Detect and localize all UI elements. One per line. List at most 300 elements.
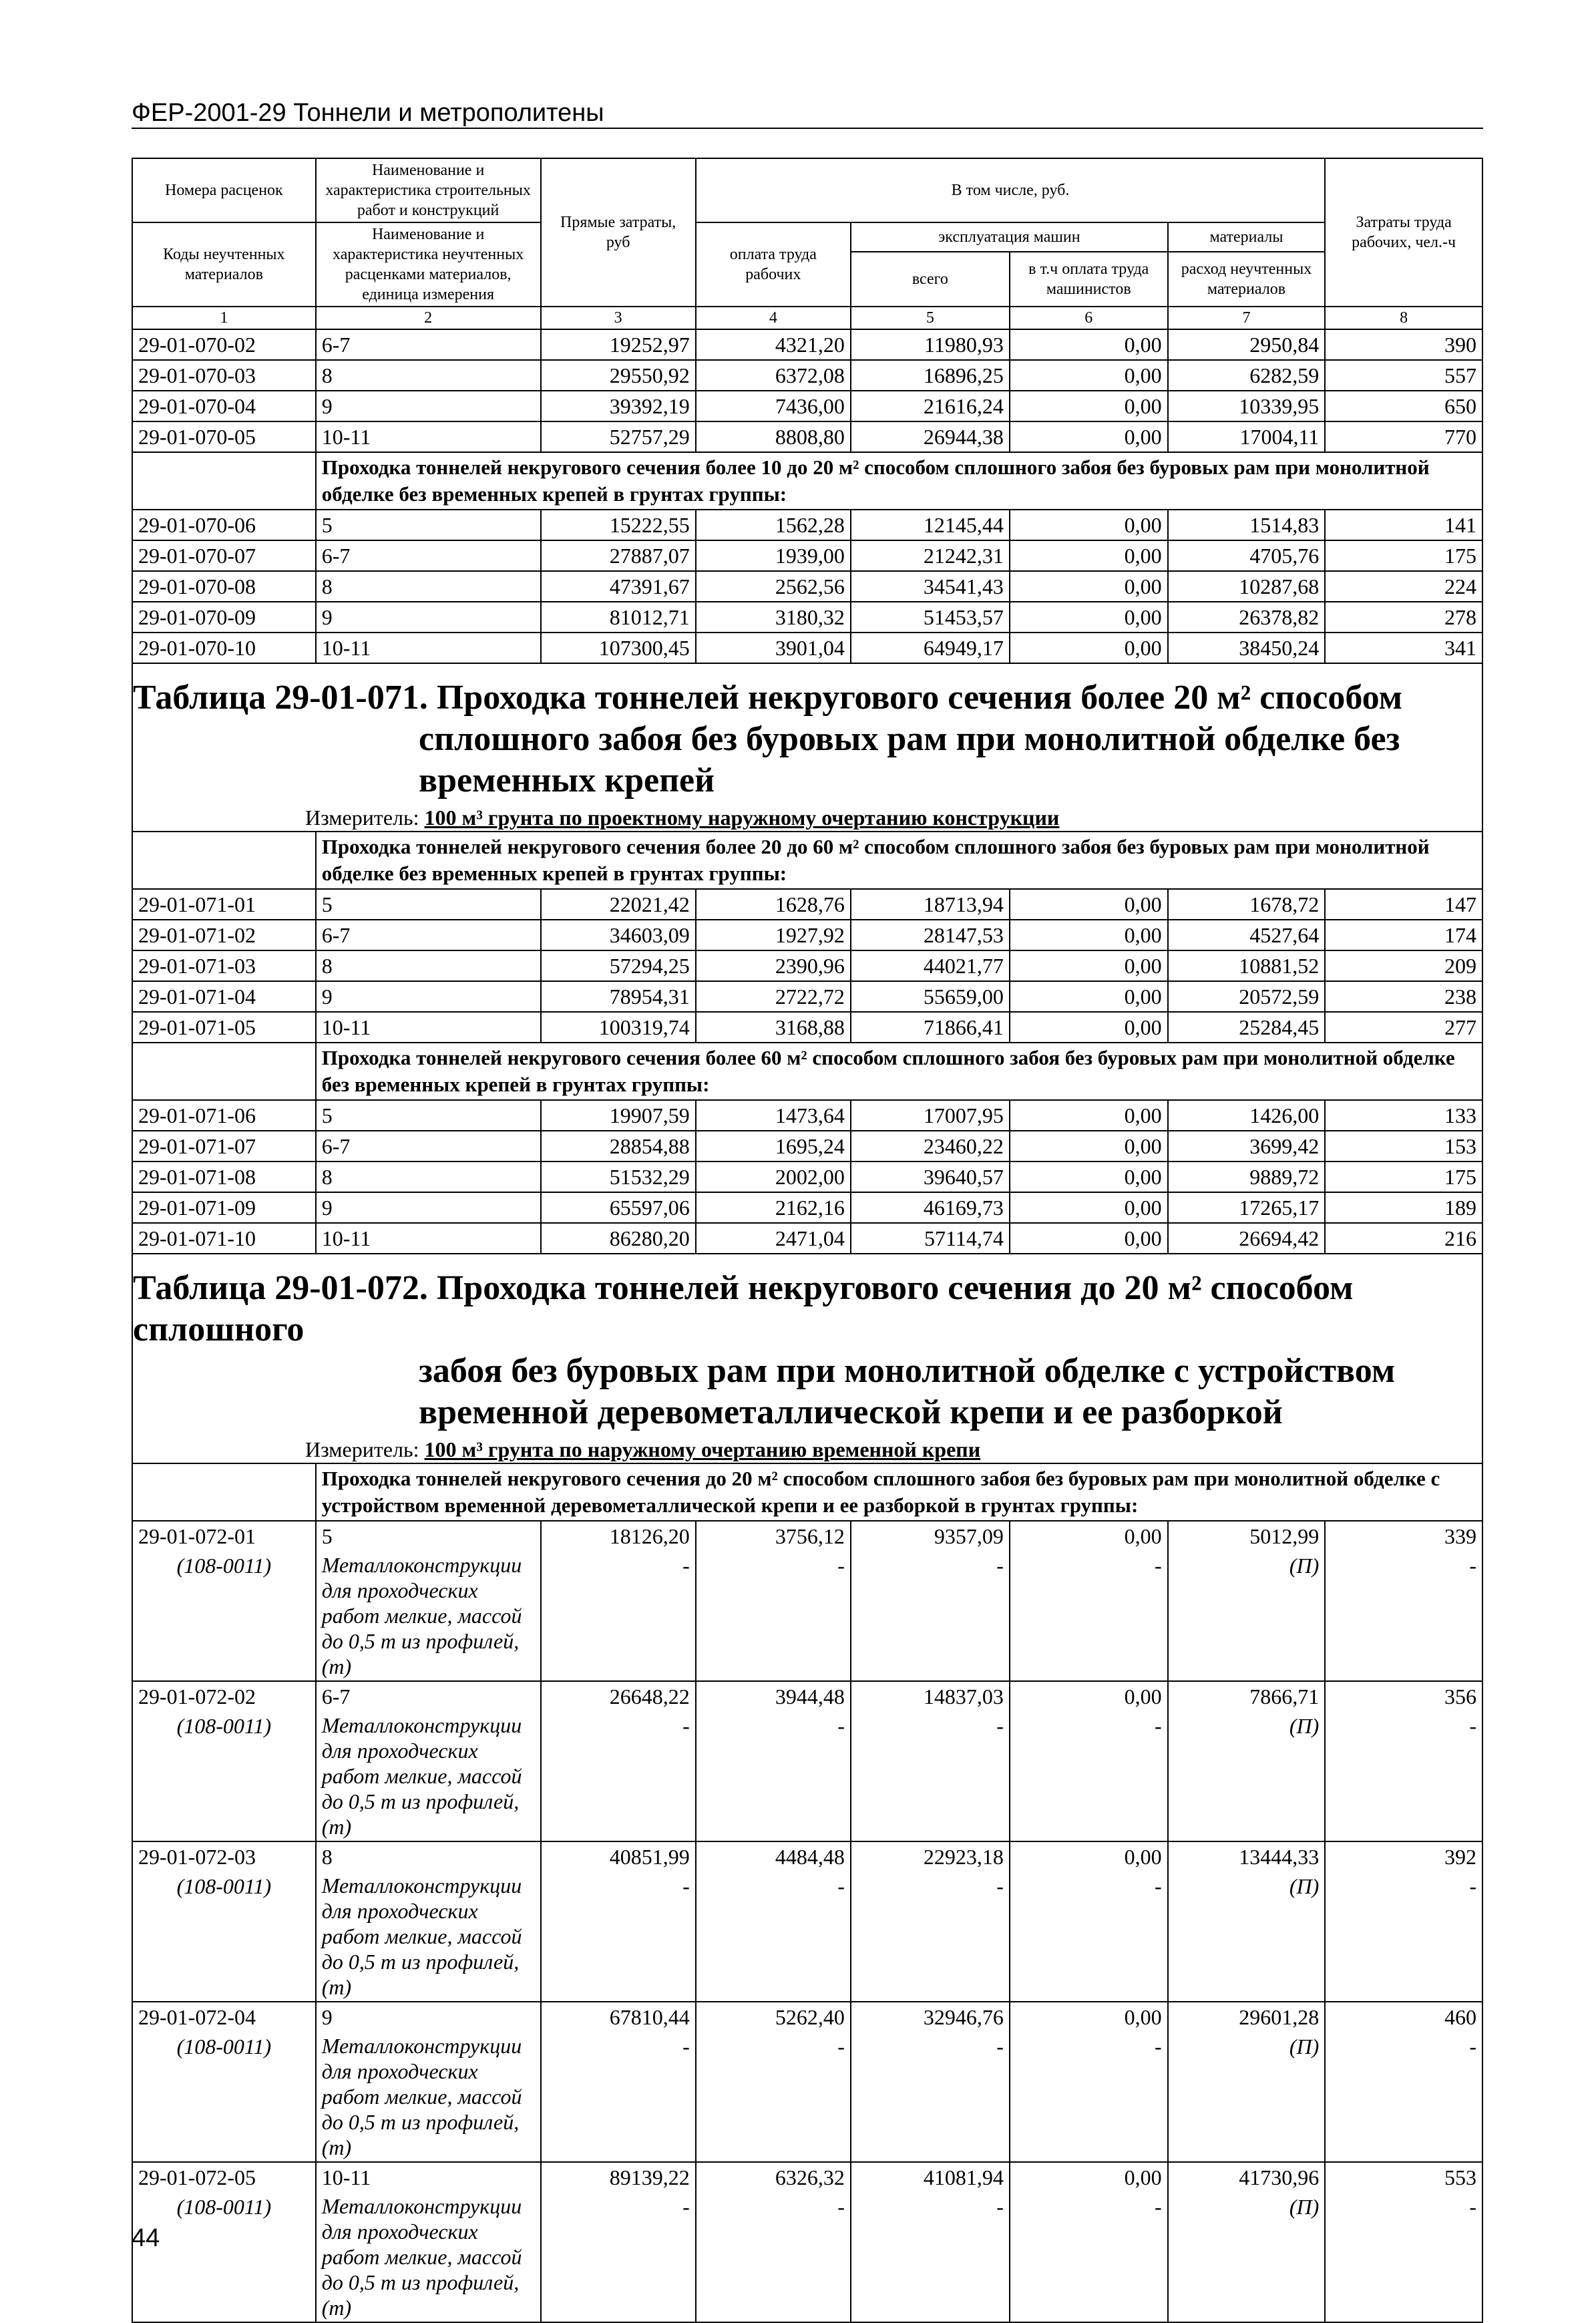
- table-cell: 0,00: [1010, 540, 1168, 571]
- col-work-name: Наименование и характеристика строительных работ и конструкций: [316, 158, 541, 222]
- table-cell: 3756,12: [696, 1521, 851, 1551]
- col-direct-costs: Прямые затраты, руб: [541, 158, 696, 307]
- column-header-row-1: [132, 158, 1482, 222]
- material-cell: -: [1010, 1711, 1168, 1841]
- table-cell: 1473,64: [696, 1100, 851, 1131]
- table-row: [132, 1192, 1482, 1223]
- table-072-title: [132, 1254, 1482, 1463]
- table-cell: 11980,93: [851, 329, 1010, 360]
- table-cell: 57114,74: [851, 1223, 1010, 1254]
- table-body: [132, 158, 1482, 2322]
- table-cell: 40851,99: [541, 1841, 696, 1871]
- page-number: 44: [132, 2224, 160, 2252]
- material-cell: -: [1010, 2032, 1168, 2162]
- table-cell: 3699,42: [1168, 1131, 1326, 1162]
- section-heading-row: [132, 452, 1482, 510]
- col-num: 7: [1168, 307, 1326, 329]
- table-cell: 0,00: [1010, 950, 1168, 981]
- table-row: [132, 540, 1482, 571]
- table-cell: 26694,42: [1168, 1223, 1326, 1254]
- table-cell: 4705,76: [1168, 540, 1326, 571]
- material-code: (108-0011): [132, 1551, 316, 1681]
- section-blank-cell: [132, 1043, 316, 1100]
- material-cell: -: [851, 2032, 1010, 2162]
- table-cell: 6326,32: [696, 2162, 851, 2192]
- section-heading: Проходка тоннелей некругового сечения более 10 до 20 м² способом сплошного забоя без буровых рам при монолитной обделке без временных крепей в грунтах группы:: [316, 452, 1482, 510]
- table-cell: 6372,08: [696, 360, 851, 391]
- table-cell: 1678,72: [1168, 889, 1326, 920]
- rate-code-cell: 29-01-070-04: [132, 391, 316, 421]
- table-cell: 1927,92: [696, 920, 851, 950]
- table-row: [132, 571, 1482, 602]
- table-cell: 39640,57: [851, 1162, 1010, 1192]
- table-cell: 17004,11: [1168, 421, 1326, 452]
- table-cell: 0,00: [1010, 360, 1168, 391]
- table-cell: 17007,95: [851, 1100, 1010, 1131]
- material-name: Металлоконструкции для проходческих работ мелкие, массой до 0,5 т из профилей, (т): [316, 2032, 541, 2162]
- table-cell: 3944,48: [696, 1681, 851, 1711]
- table-cell: 9: [316, 2002, 541, 2032]
- rate-code-cell: 29-01-071-04: [132, 981, 316, 1012]
- page-header: ФЕР-2001-29 Тоннели и метрополитены: [132, 99, 1483, 129]
- table-title: [133, 1254, 1482, 1436]
- material-cell: (П): [1168, 1551, 1326, 1681]
- table-row: [132, 1012, 1482, 1043]
- material-cell: -: [541, 1711, 696, 1841]
- table-cell: 22923,18: [851, 1841, 1010, 1871]
- table-cell: 6-7: [316, 1131, 541, 1162]
- table-cell: 6-7: [316, 540, 541, 571]
- rate-code-cell: 29-01-071-01: [132, 889, 316, 920]
- rate-code-cell: 29-01-071-09: [132, 1192, 316, 1223]
- table-row: [132, 981, 1482, 1012]
- table-row: [132, 2162, 1482, 2192]
- table-cell: 9: [316, 602, 541, 633]
- material-code: (108-0011): [132, 2032, 316, 2162]
- material-row: [132, 1551, 1482, 1681]
- table-cell: 10-11: [316, 421, 541, 452]
- section-heading: Проходка тоннелей некругового сечения до 20 м² способом сплошного забоя без буровых рам при монолитной обделке с устройством временной деревометаллической крепи и ее разборкой в грунтах группы:: [316, 1463, 1482, 1521]
- table-row: [132, 633, 1482, 663]
- table-cell: 0,00: [1010, 981, 1168, 1012]
- table-cell: 32946,76: [851, 2002, 1010, 2032]
- table-cell: 238: [1325, 981, 1482, 1012]
- table-cell: 6-7: [316, 920, 541, 950]
- table-cell: 8: [316, 360, 541, 391]
- table-row: [132, 391, 1482, 421]
- table-cell: 29601,28: [1168, 2002, 1326, 2032]
- table-cell: 0,00: [1010, 889, 1168, 920]
- document-body: [132, 158, 1483, 2323]
- table-cell: 9357,09: [851, 1521, 1010, 1551]
- table-cell: 2471,04: [696, 1223, 851, 1254]
- table-cell: 0,00: [1010, 633, 1168, 663]
- table-cell: 55659,00: [851, 981, 1010, 1012]
- material-cell: -: [541, 2192, 696, 2322]
- table-cell: 34603,09: [541, 920, 696, 950]
- table-cell: 3168,88: [696, 1012, 851, 1043]
- table-cell: 57294,25: [541, 950, 696, 981]
- table-cell: 0,00: [1010, 1223, 1168, 1254]
- material-row: [132, 1711, 1482, 1841]
- table-cell: 341: [1325, 633, 1482, 663]
- material-name: Металлоконструкции для проходческих работ мелкие, массой до 0,5 т из профилей, (т): [316, 1711, 541, 1841]
- table-cell: 15222,55: [541, 510, 696, 540]
- table-cell: 1426,00: [1168, 1100, 1326, 1131]
- table-cell: 141: [1325, 510, 1482, 540]
- table-cell: 26944,38: [851, 421, 1010, 452]
- table-cell: 189: [1325, 1192, 1482, 1223]
- material-cell: -: [1325, 2192, 1482, 2322]
- table-row: [132, 1223, 1482, 1254]
- table-cell: 0,00: [1010, 1012, 1168, 1043]
- table-cell: 1562,28: [696, 510, 851, 540]
- table-row: [132, 1131, 1482, 1162]
- table-cell: 2390,96: [696, 950, 851, 981]
- table-cell: 47391,67: [541, 571, 696, 602]
- table-cell: 175: [1325, 1162, 1482, 1192]
- table-cell: 1695,24: [696, 1131, 851, 1162]
- title-line: временной деревометаллической крепи и ее разборкой: [419, 1393, 1283, 1431]
- table-cell: 9889,72: [1168, 1162, 1326, 1192]
- table-cell: 21242,31: [851, 540, 1010, 571]
- rate-code-cell: 29-01-070-10: [132, 633, 316, 663]
- col-machines-total: всего: [851, 252, 1010, 307]
- rate-code-cell: 29-01-072-04: [132, 2002, 316, 2032]
- material-row: [132, 2192, 1482, 2322]
- table-cell: 2002,00: [696, 1162, 851, 1192]
- table-cell: 7866,71: [1168, 1681, 1326, 1711]
- rate-code-cell: 29-01-071-07: [132, 1131, 316, 1162]
- table-cell: 107300,45: [541, 633, 696, 663]
- material-name: Металлоконструкции для проходческих работ мелкие, массой до 0,5 т из профилей, (т): [316, 2192, 541, 2322]
- table-cell: 209: [1325, 950, 1482, 981]
- table-cell: 650: [1325, 391, 1482, 421]
- table-cell: 2162,16: [696, 1192, 851, 1223]
- table-cell: 0,00: [1010, 1681, 1168, 1711]
- table-cell: 8: [316, 950, 541, 981]
- material-cell: -: [541, 2032, 696, 2162]
- table-cell: 71866,41: [851, 1012, 1010, 1043]
- table-cell: 0,00: [1010, 2002, 1168, 2032]
- table-cell: 27887,07: [541, 540, 696, 571]
- table-row: [132, 950, 1482, 981]
- rate-code-cell: 29-01-071-06: [132, 1100, 316, 1131]
- material-cell: -: [1010, 1551, 1168, 1681]
- material-cell: -: [851, 1551, 1010, 1681]
- table-cell: 10881,52: [1168, 950, 1326, 981]
- rate-code-cell: 29-01-070-03: [132, 360, 316, 391]
- table-cell: 5: [316, 510, 541, 540]
- section-heading-row: [132, 832, 1482, 889]
- section-blank-cell: [132, 452, 316, 510]
- table-cell: 14837,03: [851, 1681, 1010, 1711]
- table-cell: 65597,06: [541, 1192, 696, 1223]
- measure-unit: [133, 804, 1482, 831]
- table-cell: 64949,17: [851, 633, 1010, 663]
- table-cell: 0,00: [1010, 1521, 1168, 1551]
- material-cell: -: [696, 1711, 851, 1841]
- table-cell: 3901,04: [696, 633, 851, 663]
- table-cell: 67810,44: [541, 2002, 696, 2032]
- material-cell: -: [851, 1711, 1010, 1841]
- rate-code-cell: 29-01-070-05: [132, 421, 316, 452]
- rate-code-cell: 29-01-071-10: [132, 1223, 316, 1254]
- material-name: Металлоконструкции для проходческих работ мелкие, массой до 0,5 т из профилей, (т): [316, 1551, 541, 1681]
- table-cell: 89139,22: [541, 2162, 696, 2192]
- table-cell: 78954,31: [541, 981, 696, 1012]
- section-blank-cell: [132, 832, 316, 889]
- material-cell: -: [541, 1871, 696, 2002]
- table-cell: 390: [1325, 329, 1482, 360]
- table-cell: 100319,74: [541, 1012, 696, 1043]
- table-cell: 25284,45: [1168, 1012, 1326, 1043]
- col-materials: материалы: [1168, 222, 1326, 252]
- col-group-including: В том числе, руб.: [696, 158, 1326, 222]
- table-row: [132, 1841, 1482, 1871]
- material-name: Металлоконструкции для проходческих работ мелкие, массой до 0,5 т из профилей, (т): [316, 1871, 541, 2002]
- column-number-row: [132, 307, 1482, 329]
- table-cell: 4527,64: [1168, 920, 1326, 950]
- table-cell: 46169,73: [851, 1192, 1010, 1223]
- table-cell: 10339,95: [1168, 391, 1326, 421]
- col-num: 6: [1010, 307, 1168, 329]
- rate-code-cell: 29-01-071-03: [132, 950, 316, 981]
- table-cell: 52757,29: [541, 421, 696, 452]
- material-cell: (П): [1168, 1711, 1326, 1841]
- title-line: временных крепей: [419, 761, 715, 799]
- table-cell: 6-7: [316, 329, 541, 360]
- table-cell: 34541,43: [851, 571, 1010, 602]
- column-header-row-2: [132, 222, 1482, 252]
- table-cell: 10287,68: [1168, 571, 1326, 602]
- table-cell: 216: [1325, 1223, 1482, 1254]
- table-cell: 392: [1325, 1841, 1482, 1871]
- material-cell: -: [1010, 2192, 1168, 2322]
- rate-code-cell: 29-01-071-02: [132, 920, 316, 950]
- table-cell: 10-11: [316, 633, 541, 663]
- table-row: [132, 602, 1482, 633]
- col-num: 3: [541, 307, 696, 329]
- section-heading-row: [132, 1043, 1482, 1100]
- table-cell: 277: [1325, 1012, 1482, 1043]
- table-cell: 0,00: [1010, 421, 1168, 452]
- table-cell: 13444,33: [1168, 1841, 1326, 1871]
- material-code: (108-0011): [132, 2192, 316, 2322]
- material-cell: -: [851, 2192, 1010, 2322]
- table-row: [132, 1521, 1482, 1551]
- section-blank-cell: [132, 1463, 316, 1521]
- table-row: [132, 1100, 1482, 1131]
- rate-code-cell: 29-01-072-01: [132, 1521, 316, 1551]
- table-cell: 0,00: [1010, 920, 1168, 950]
- col-rate-number: Номера расценок: [132, 158, 316, 222]
- table-cell: 0,00: [1010, 2162, 1168, 2192]
- table-row: [132, 889, 1482, 920]
- table-cell: 8808,80: [696, 421, 851, 452]
- title-line: забоя без буровых рам при монолитной обделке с устройством: [419, 1352, 1396, 1390]
- table-row: [132, 1681, 1482, 1711]
- table-cell: 1514,83: [1168, 510, 1326, 540]
- table-cell: 5: [316, 1521, 541, 1551]
- measure-value: 100 м³ грунта по проектному наружному очертанию конструкции: [424, 806, 1060, 830]
- table-cell: 5262,40: [696, 2002, 851, 2032]
- table-cell: 224: [1325, 571, 1482, 602]
- col-labor-hours: Затраты труда рабочих, чел.-ч: [1325, 158, 1482, 307]
- table-cell: 4321,20: [696, 329, 851, 360]
- table-cell: 133: [1325, 1100, 1482, 1131]
- table-cell: 553: [1325, 2162, 1482, 2192]
- material-cell: -: [696, 1551, 851, 1681]
- table-cell: 16896,25: [851, 360, 1010, 391]
- table-cell: 7436,00: [696, 391, 851, 421]
- col-material-consumption: расход неучтенных материалов: [1168, 252, 1326, 307]
- table-cell: 0,00: [1010, 329, 1168, 360]
- col-machinist-wages: в т.ч оплата труда машинистов: [1010, 252, 1168, 307]
- table-cell: 0,00: [1010, 1162, 1168, 1192]
- material-row: [132, 1871, 1482, 2002]
- table-cell: 38450,24: [1168, 633, 1326, 663]
- rate-code-cell: 29-01-072-03: [132, 1841, 316, 1871]
- table-cell: 22021,42: [541, 889, 696, 920]
- table-cell: 21616,24: [851, 391, 1010, 421]
- table-row: [132, 920, 1482, 950]
- rate-code-cell: 29-01-072-05: [132, 2162, 316, 2192]
- rate-code-cell: 29-01-070-09: [132, 602, 316, 633]
- material-cell: -: [696, 1871, 851, 2002]
- table-cell: 8: [316, 571, 541, 602]
- table-071-title: [132, 663, 1482, 832]
- table-cell: 2950,84: [1168, 329, 1326, 360]
- table-cell: 41081,94: [851, 2162, 1010, 2192]
- table-cell: 81012,71: [541, 602, 696, 633]
- table-cell: 8: [316, 1841, 541, 1871]
- table-cell: 0,00: [1010, 1192, 1168, 1223]
- rates-table: [132, 158, 1483, 2323]
- material-row: [132, 2032, 1482, 2162]
- col-material-codes: Коды неучтенных материалов: [132, 222, 316, 307]
- rate-code-cell: 29-01-070-08: [132, 571, 316, 602]
- table-cell: 12145,44: [851, 510, 1010, 540]
- table-cell: 3180,32: [696, 602, 851, 633]
- col-num: 5: [851, 307, 1010, 329]
- table-row: [132, 329, 1482, 360]
- table-row: [132, 2002, 1482, 2032]
- material-cell: -: [1325, 1711, 1482, 1841]
- material-cell: -: [1325, 1871, 1482, 2002]
- material-cell: -: [696, 2032, 851, 2162]
- col-worker-wages: оплата труда рабочих: [696, 222, 851, 307]
- table-cell: 6-7: [316, 1681, 541, 1711]
- table-cell: 460: [1325, 2002, 1482, 2032]
- table-cell: 26648,22: [541, 1681, 696, 1711]
- col-num: 2: [316, 307, 541, 329]
- material-cell: -: [1010, 1871, 1168, 2002]
- table-cell: 153: [1325, 1131, 1482, 1162]
- material-cell: -: [541, 1551, 696, 1681]
- material-cell: -: [1325, 1551, 1482, 1681]
- material-code: (108-0011): [132, 1711, 316, 1841]
- table-cell: 10-11: [316, 1012, 541, 1043]
- table-cell: 51453,57: [851, 602, 1010, 633]
- table-cell: 0,00: [1010, 1131, 1168, 1162]
- table-cell: 29550,92: [541, 360, 696, 391]
- table-cell: 147: [1325, 889, 1482, 920]
- rate-code-cell: 29-01-071-08: [132, 1162, 316, 1192]
- title-line: Таблица 29-01-072. Проходка тоннелей некругового сечения до 20 м² способом сплошного: [133, 1269, 1354, 1349]
- section-heading-row: [132, 1463, 1482, 1521]
- table-cell: 41730,96: [1168, 2162, 1326, 2192]
- material-cell: (П): [1168, 1871, 1326, 2002]
- table-cell: 339: [1325, 1521, 1482, 1551]
- table-cell: 8: [316, 1162, 541, 1192]
- table-cell: 5: [316, 889, 541, 920]
- col-material-names: Наименование и характеристика неучтенных расценками материалов, единица измерения: [316, 222, 541, 307]
- table-cell: 0,00: [1010, 1100, 1168, 1131]
- table-cell: 19907,59: [541, 1100, 696, 1131]
- measure-label: Измеритель:: [305, 806, 419, 830]
- table-cell: 9: [316, 391, 541, 421]
- table-cell: 4484,48: [696, 1841, 851, 1871]
- table-cell: 28854,88: [541, 1131, 696, 1162]
- table-cell: 2562,56: [696, 571, 851, 602]
- table-cell: 5012,99: [1168, 1521, 1326, 1551]
- col-num: 4: [696, 307, 851, 329]
- table-cell: 278: [1325, 602, 1482, 633]
- table-cell: 39392,19: [541, 391, 696, 421]
- table-cell: 2722,72: [696, 981, 851, 1012]
- material-cell: (П): [1168, 2032, 1326, 2162]
- table-cell: 10-11: [316, 1223, 541, 1254]
- table-cell: 86280,20: [541, 1223, 696, 1254]
- material-cell: (П): [1168, 2192, 1326, 2322]
- table-cell: 19252,97: [541, 329, 696, 360]
- col-machines: эксплуатация машин: [851, 222, 1168, 252]
- table-cell: 0,00: [1010, 602, 1168, 633]
- section-heading: Проходка тоннелей некругового сечения более 60 м² способом сплошного забоя без буровых рам при монолитной обделке без временных крепей в грунтах группы:: [316, 1043, 1482, 1100]
- table-row: [132, 510, 1482, 540]
- rate-code-cell: 29-01-071-05: [132, 1012, 316, 1043]
- table-cell: 9: [316, 1192, 541, 1223]
- table-cell: 5: [316, 1100, 541, 1131]
- material-cell: -: [851, 1871, 1010, 2002]
- table-cell: 1628,76: [696, 889, 851, 920]
- table-cell: 44021,77: [851, 950, 1010, 981]
- rate-code-cell: 29-01-070-02: [132, 329, 316, 360]
- table-cell: 770: [1325, 421, 1482, 452]
- measure-unit: [133, 1436, 1482, 1463]
- table-cell: 26378,82: [1168, 602, 1326, 633]
- table-cell: 0,00: [1010, 391, 1168, 421]
- measure-label: Измеритель:: [305, 1437, 419, 1461]
- table-cell: 18713,94: [851, 889, 1010, 920]
- table-row: [132, 421, 1482, 452]
- section-heading: Проходка тоннелей некругового сечения более 20 до 60 м² способом сплошного забоя без буровых рам при монолитной обделке без временных крепей в грунтах группы:: [316, 832, 1482, 889]
- table-cell: 174: [1325, 920, 1482, 950]
- material-cell: -: [1325, 2032, 1482, 2162]
- table-cell: 20572,59: [1168, 981, 1326, 1012]
- table-cell: 557: [1325, 360, 1482, 391]
- measure-value: 100 м³ грунта по наружному очертанию временной крепи: [424, 1437, 981, 1461]
- rate-code-cell: 29-01-070-06: [132, 510, 316, 540]
- title-line: сплошного забоя без буровых рам при монолитной обделке без: [419, 720, 1400, 758]
- table-cell: 10-11: [316, 2162, 541, 2192]
- col-num: 8: [1325, 307, 1482, 329]
- table-cell: 175: [1325, 540, 1482, 571]
- table-cell: 9: [316, 981, 541, 1012]
- material-code: (108-0011): [132, 1871, 316, 2002]
- table-cell: 0,00: [1010, 1841, 1168, 1871]
